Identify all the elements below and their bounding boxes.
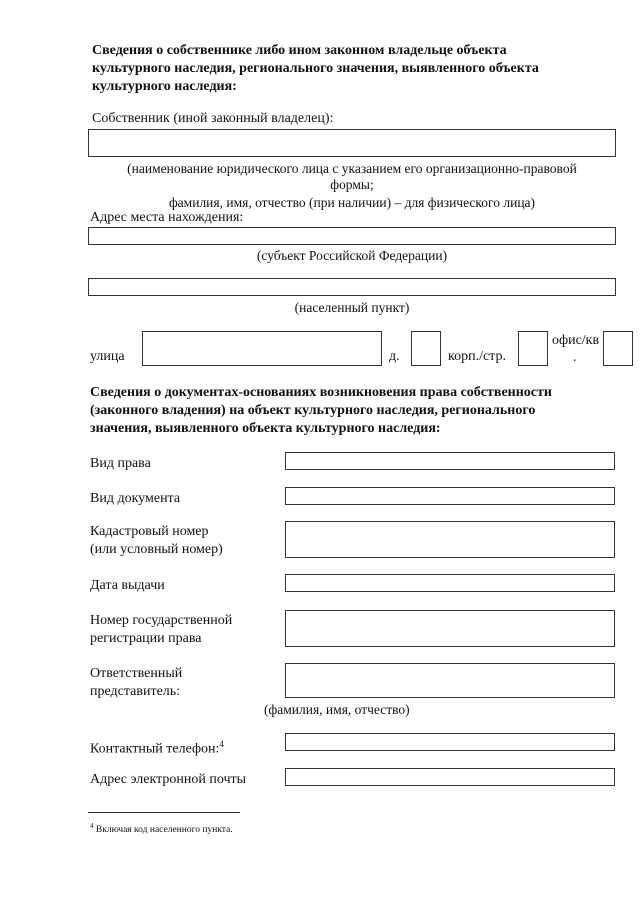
- reg-number-label-line2: регистрации права: [90, 631, 202, 646]
- email-field[interactable]: [285, 768, 615, 786]
- cadastral-label-line1: Кадастровый номер: [90, 524, 209, 539]
- owner-hint-line2: формы;: [330, 177, 374, 192]
- email-label: Адрес электронной почты: [90, 772, 247, 787]
- right-type-field[interactable]: [285, 452, 615, 470]
- house-field[interactable]: [411, 331, 441, 366]
- owner-hint-line1: (наименование юридического лица с указанием его организационно-правовой: [127, 161, 577, 176]
- issue-date-label: Дата выдачи: [90, 578, 165, 593]
- phone-footnote-mark: 4: [219, 739, 224, 749]
- phone-label-text: Контактный телефон:: [90, 741, 220, 757]
- docs-section-heading: Сведения о документах-основаниях возникновения права собственности (законного владения) на объект культурного наследия, регионального значения, выявленного объекта культурного наследия:: [90, 385, 552, 436]
- responsible-hint: (фамилия, имя, отчество): [264, 702, 410, 717]
- footnote-divider: [88, 812, 240, 813]
- doc-type-field[interactable]: [285, 487, 615, 505]
- locality-field[interactable]: [88, 278, 616, 296]
- footnote-text: Включая код населенного пункта.: [93, 825, 233, 836]
- responsible-label-line1: Ответственный: [90, 666, 183, 681]
- owner-section-heading: Сведения о собственнике либо ином законном владельце объекта культурного наследия, регионального значения, выявленного объекта культурного наследия:: [92, 43, 539, 94]
- reg-number-field[interactable]: [285, 610, 615, 647]
- owner-label: Собственник (иной законный владелец):: [92, 111, 334, 126]
- office-label: офис/кв: [552, 333, 600, 348]
- responsible-label-line2: представитель:: [90, 684, 181, 699]
- office-dot: .: [573, 350, 577, 365]
- phone-label: [90, 735, 224, 759]
- locality-hint: (населенный пункт): [294, 300, 410, 315]
- owner-hint-line3: фамилия, имя, отчество (при наличии) – для физического лица): [168, 195, 536, 210]
- office-field[interactable]: [603, 331, 633, 366]
- street-label: улица: [90, 349, 125, 364]
- cadastral-label-line2: (или условный номер): [90, 542, 223, 557]
- phone-field[interactable]: [285, 733, 615, 751]
- subject-hint: (субъект Российской Федерации): [256, 248, 448, 263]
- address-label: Адрес места нахождения:: [90, 210, 244, 225]
- street-field[interactable]: [142, 331, 382, 366]
- responsible-field[interactable]: [285, 663, 615, 698]
- doc-type-label: Вид документа: [90, 491, 181, 506]
- house-label: д.: [389, 349, 400, 364]
- right-type-label: Вид права: [90, 456, 151, 471]
- subject-field[interactable]: [88, 227, 616, 245]
- reg-number-label-line1: Номер государственной: [90, 613, 233, 628]
- cadastral-field[interactable]: [285, 521, 615, 558]
- building-label: корп./стр.: [448, 349, 506, 364]
- footnote-mark: 4: [90, 822, 94, 830]
- issue-date-field[interactable]: [285, 574, 615, 592]
- footnote: [90, 820, 233, 836]
- owner-name-field[interactable]: [88, 129, 616, 157]
- building-field[interactable]: [518, 331, 548, 366]
